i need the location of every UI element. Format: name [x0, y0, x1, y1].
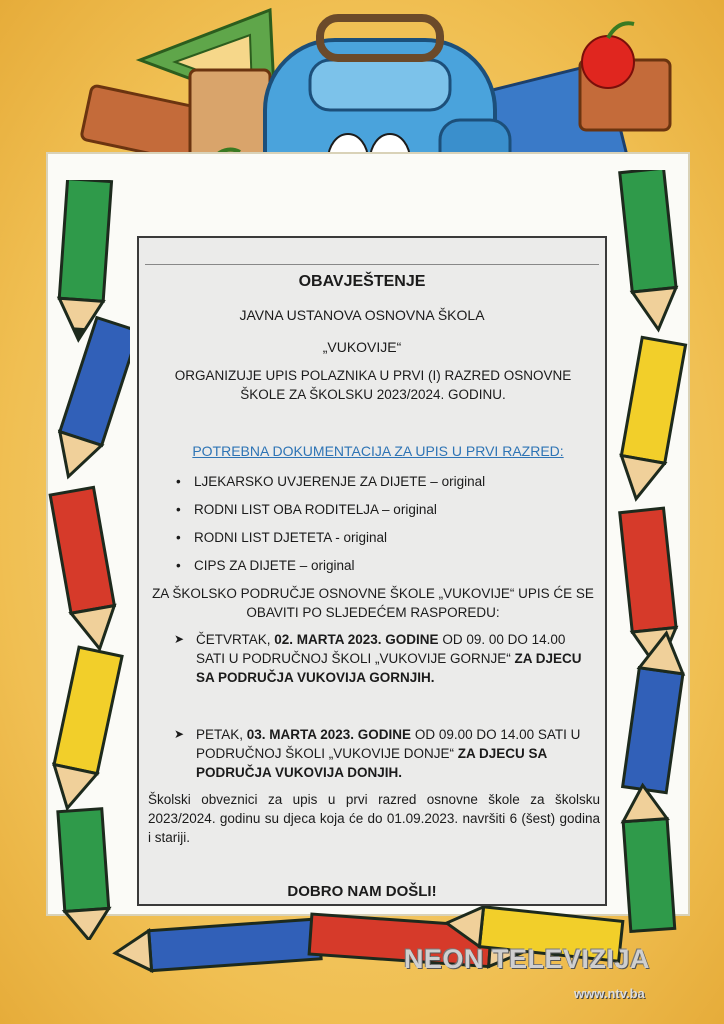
tv-watermark: NEON TELEVIZIJA	[404, 944, 651, 974]
tv-watermark-url: www.ntv.ba	[574, 986, 645, 1001]
schedule-item-friday	[176, 725, 596, 782]
schedule-time-place: OD 09.00 DO 14.00 SATI U PODRUČNOJ ŠKOLI „VUKOVIJE DONJE“	[196, 727, 581, 761]
schedule-date: 03. MARTA 2023. GODINE	[246, 727, 412, 742]
documents-heading: POTREBNA DOKUMENTACIJA ZA UPIS U PRVI RAZRED:	[192, 443, 564, 459]
notice-title: OBAVJEŠTENJE	[298, 273, 426, 290]
schedule-intro: ZA ŠKOLSKO PODRUČJE OSNOVNE ŠKOLE „VUKOVIJE“ UPIS ĆE SE OBAVITI PO SLJEDEĆEM RASPOREDU:	[152, 586, 594, 620]
enrollment-announcement: ORGANIZUJE UPIS POLAZNIKA U PRVI (I) RAZRED OSNOVNE ŠKOLE ZA ŠKOLSKU 2023/2024. GODINU.	[174, 368, 572, 402]
schedule-time-place: OD 09. 00 DO 14.00 SATI U PODRUČNOJ ŠKOLI „VUKOVIJE GORNJE“	[196, 632, 566, 666]
schedule-audience: ZA DJECU SA PODRUČJA VUKOVIJA DONJIH.	[196, 746, 547, 780]
schedule-item-thursday	[176, 630, 596, 687]
list-item: • CIPS ZA DIJETE – original	[176, 556, 576, 584]
arrow-bullet-icon: ➤	[174, 632, 185, 646]
welcome-message: DOBRO NAM DOŠLI!	[287, 883, 437, 900]
schedule-date: 02. MARTA 2023. GODINE	[274, 632, 439, 647]
documents-list	[176, 472, 576, 584]
arrow-bullet-icon: ➤	[174, 727, 185, 741]
list-item: • RODNI LIST OBA RODITELJA – original	[176, 500, 576, 528]
schedule-day: PETAK,	[196, 727, 247, 742]
list-item: • LJEKARSKO UVJERENJE ZA DIJETE – original	[176, 472, 576, 500]
schedule-day: ČETVRTAK,	[196, 632, 275, 647]
school-name-line1: JAVNA USTANOVA OSNOVNA ŠKOLA	[239, 307, 485, 323]
school-name-line2: „VUKOVIJE“	[322, 339, 402, 355]
schedule-audience: ZA DJECU SA PODRUČJA VUKOVIJA GORNJIH.	[196, 651, 582, 685]
left-pencils-decoration	[40, 180, 130, 940]
eligibility-note: Školski obveznici za upis u prvi razred osnovne škole za školsku 2023/2024. godinu su djeca koja će do 01.09.2023. navršiti 6 (šest) godina i stariji.	[148, 792, 600, 845]
list-item: • RODNI LIST DJETETA - original	[176, 528, 576, 556]
